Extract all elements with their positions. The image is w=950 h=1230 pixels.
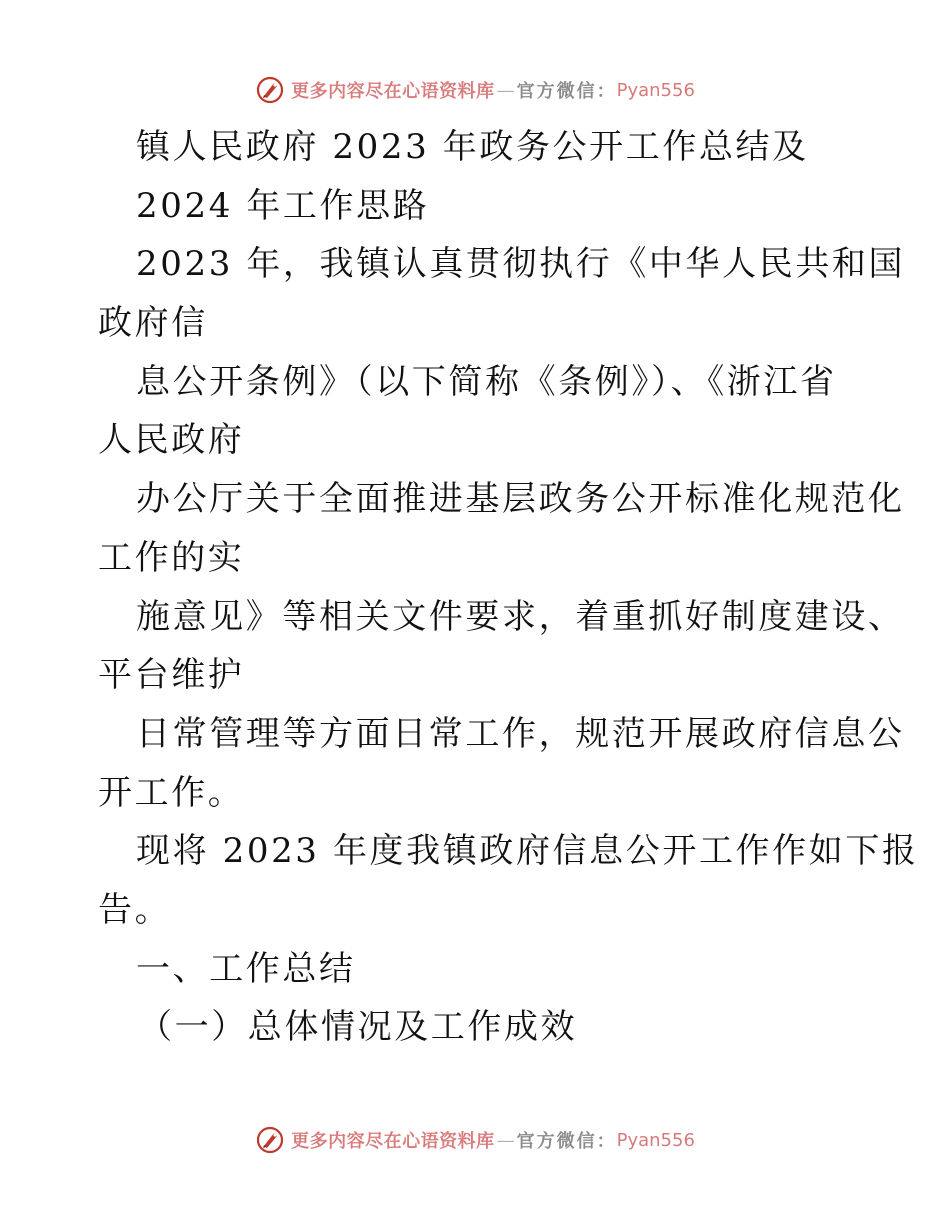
doc-paragraph-line: 现将 2023 年度我镇政府信息公开工作作如下报 [136, 831, 919, 872]
doc-title-line-2: 2024 年工作思路 [136, 185, 430, 226]
watermark-wechat-id: Pyan556 [616, 1129, 695, 1151]
watermark-official-label: 官方微信： [516, 1131, 617, 1152]
subsection-heading: （一）总体情况及工作成效 [138, 1007, 578, 1048]
watermark-site-text: 更多内容尽在心语资料库 [291, 81, 495, 102]
watermark-site-text: 更多内容尽在心语资料库 [291, 1131, 495, 1152]
doc-paragraph-line: 施意见》等相关文件要求，着重抓好制度建设、 [136, 596, 905, 637]
watermark-dash: — [496, 1129, 515, 1151]
doc-paragraph-line: 开工作。 [98, 772, 245, 813]
section-heading: 一、工作总结 [136, 948, 356, 989]
doc-paragraph-line: 息公开条例》（以下简称《条例》）、《浙江省 [136, 361, 837, 402]
document-body [98, 118, 919, 1057]
doc-paragraph-line: 政府信 [98, 303, 208, 344]
doc-paragraph-line: 日常管理等方面日常工作，规范开展政府信息公 [136, 713, 905, 754]
watermark-wechat-id: Pyan556 [616, 79, 695, 101]
footer-watermark [0, 1120, 950, 1160]
doc-paragraph-line: 人民政府 [98, 420, 245, 461]
doc-title-line-1: 镇人民政府 2023 年政务公开工作总结及 [136, 127, 809, 167]
watermark-official-label: 官方微信： [516, 81, 617, 102]
watermark-dash: — [496, 79, 515, 101]
header-watermark [0, 70, 950, 110]
pen-nib-logo-icon [255, 75, 285, 105]
doc-paragraph-line: 工作的实 [98, 537, 245, 578]
doc-paragraph-line: 平台维护 [98, 655, 245, 696]
doc-paragraph-line: 2023 年，我镇认真贯彻执行《中华人民共和国 [136, 244, 906, 285]
doc-paragraph-line: 告。 [98, 889, 172, 930]
pen-nib-logo-icon [255, 1125, 285, 1155]
doc-paragraph-line: 办公厅关于全面推进基层政务公开标准化规范化 [136, 479, 905, 520]
